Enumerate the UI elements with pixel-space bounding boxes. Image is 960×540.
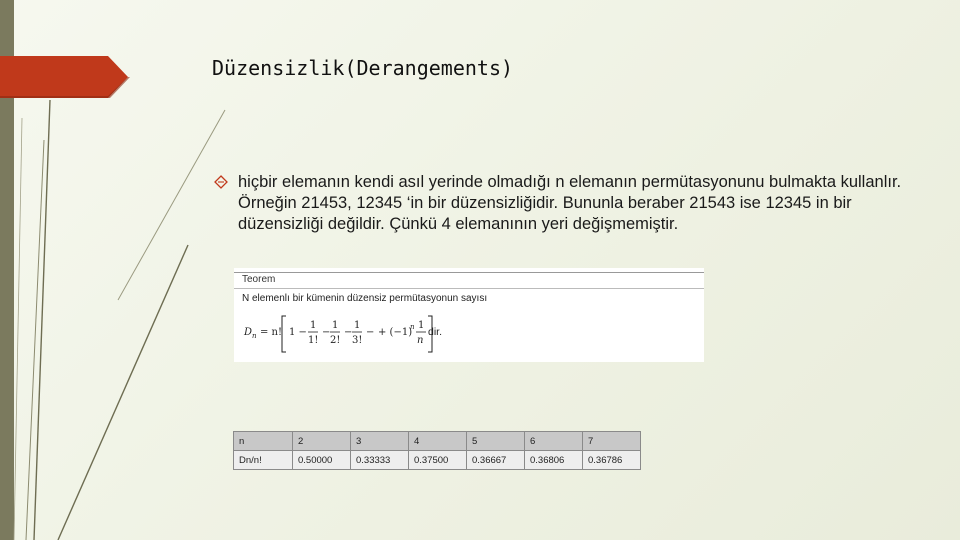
title-accent-tab bbox=[0, 56, 130, 98]
table-cell: 0.36667 bbox=[467, 451, 525, 470]
table-cell: 0.33333 bbox=[351, 451, 409, 470]
slide-title: Düzensizlik(Derangements) bbox=[212, 56, 514, 80]
svg-text:1: 1 bbox=[418, 320, 425, 331]
svg-text:−: − bbox=[366, 327, 375, 338]
svg-text:3!: 3! bbox=[352, 335, 363, 346]
theorem-title: Teorem bbox=[242, 274, 276, 285]
svg-text:−: − bbox=[322, 327, 331, 338]
bullet-text: hiçbir elemanın kendi asıl yerinde olmadığı n elemanın permütasyonunu bulmakta kullanlır. Örneğin 21453, 12345 ‘in bir düzensizliğidir. Bununla beraber 21543 ise 12345 in bir düzensizliği değildir. Çünkü 4 elemanının yeri değişmemiştir. bbox=[238, 173, 902, 233]
table-cell: 0.36786 bbox=[583, 451, 641, 470]
theorem-top-rule bbox=[234, 272, 704, 273]
diamond-bullet-icon bbox=[214, 175, 228, 189]
svg-text:n: n bbox=[410, 323, 415, 331]
table-cell: 3 bbox=[351, 432, 409, 451]
table-row bbox=[234, 451, 641, 470]
table-cell: 0.50000 bbox=[293, 451, 351, 470]
svg-text:1: 1 bbox=[332, 320, 339, 331]
table-cell: 0.37500 bbox=[409, 451, 467, 470]
svg-text:−: − bbox=[344, 327, 353, 338]
svg-text:= n!: = n! bbox=[260, 327, 283, 338]
theorem-image bbox=[234, 268, 704, 362]
formula-suffix: dir. bbox=[428, 326, 443, 338]
bullet-item bbox=[214, 172, 914, 235]
table-cell: 0.36806 bbox=[525, 451, 583, 470]
svg-text:n: n bbox=[417, 335, 424, 346]
table-cell: 6 bbox=[525, 432, 583, 451]
theorem-divider bbox=[234, 288, 704, 289]
svg-text:n: n bbox=[252, 332, 257, 340]
table-cell: Dn/n! bbox=[234, 451, 293, 470]
table-cell: 5 bbox=[467, 432, 525, 451]
svg-text:D: D bbox=[244, 327, 253, 338]
svg-text:1 −: 1 − bbox=[289, 327, 307, 338]
svg-text:2!: 2! bbox=[330, 335, 341, 346]
svg-text:1: 1 bbox=[310, 320, 317, 331]
svg-text:+ (−1): + (−1) bbox=[378, 327, 413, 338]
derangement-ratio-table bbox=[233, 431, 641, 470]
table-cell: 7 bbox=[583, 432, 641, 451]
svg-text:1: 1 bbox=[354, 320, 361, 331]
table-header-row bbox=[234, 432, 641, 451]
theorem-description: N elemenlı bir kümenin düzensiz permütasyonun sayısı bbox=[242, 293, 488, 304]
table-cell: 4 bbox=[409, 432, 467, 451]
svg-text:1!: 1! bbox=[308, 335, 319, 346]
derangement-formula bbox=[242, 310, 502, 358]
table-cell: n bbox=[234, 432, 293, 451]
table-cell: 2 bbox=[293, 432, 351, 451]
